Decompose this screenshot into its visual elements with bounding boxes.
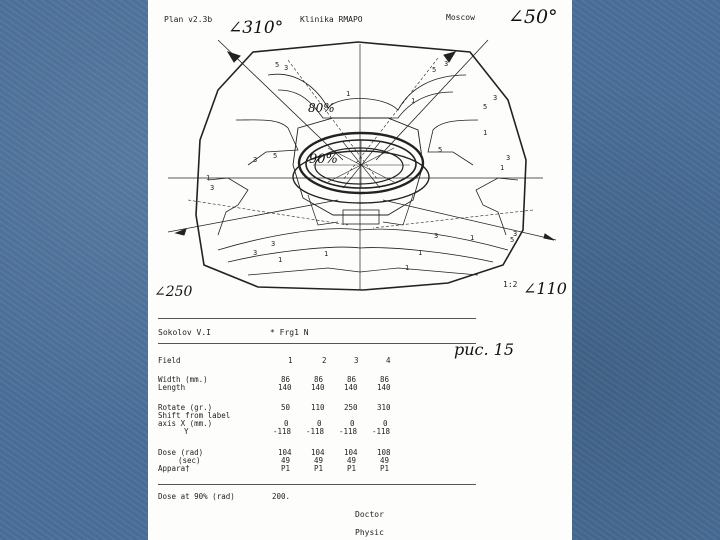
row-value: -118 xyxy=(372,427,391,436)
row-value: 0 xyxy=(383,419,388,428)
field-header-label: Field xyxy=(158,356,181,365)
row-value: -118 xyxy=(339,427,358,436)
row-value: 86 xyxy=(380,375,390,384)
dose-90-label: Dose at 90% (rad) xyxy=(158,492,235,501)
svg-text:1: 1 xyxy=(470,234,475,242)
row-value: 140 xyxy=(278,383,292,392)
field-parameters-table xyxy=(148,0,572,540)
dose-90-value: 200. xyxy=(272,492,291,501)
row-value: 104 xyxy=(344,448,358,457)
row-value: 0 xyxy=(284,419,289,428)
patient-fragment: * Frg1 N xyxy=(270,328,309,337)
row-value: 86 xyxy=(281,375,291,384)
row-value: 310 xyxy=(377,403,391,412)
row-label: Appara† xyxy=(158,464,190,473)
svg-text:3: 3 xyxy=(210,184,215,192)
svg-text:1: 1 xyxy=(483,129,488,137)
svg-text:1: 1 xyxy=(418,249,423,257)
doctor-signature-label: Doctor xyxy=(355,510,384,519)
row-value: 86 xyxy=(347,375,357,384)
treatment-plan-sheet xyxy=(148,0,572,540)
row-value: 104 xyxy=(278,448,292,457)
row-value: 49 xyxy=(281,456,291,465)
isodose-90-label: 90% xyxy=(309,152,338,167)
row-value: 86 xyxy=(314,375,324,384)
row-label: Length xyxy=(158,383,186,392)
scale-label: 1:2 xyxy=(503,280,518,289)
svg-text:3: 3 xyxy=(253,249,258,257)
svg-text:5: 5 xyxy=(273,152,278,160)
field-number: 2 xyxy=(322,356,327,365)
row-value: 0 xyxy=(317,419,322,428)
angle-label-110: ∠110 xyxy=(523,279,567,298)
svg-text:3: 3 xyxy=(444,60,449,68)
svg-text:3: 3 xyxy=(506,154,511,162)
svg-text:5: 5 xyxy=(510,236,515,244)
row-label: (sec) xyxy=(178,456,201,465)
isodose-80-label: 80% xyxy=(308,101,335,115)
row-value: 49 xyxy=(347,456,357,465)
field-number: 1 xyxy=(288,356,293,365)
row-value: 140 xyxy=(311,383,325,392)
svg-text:1: 1 xyxy=(405,264,410,272)
row-value: P1 xyxy=(281,464,291,473)
row-value: P1 xyxy=(380,464,390,473)
svg-text:3: 3 xyxy=(253,156,258,164)
svg-text:5: 5 xyxy=(483,103,488,111)
row-value: 50 xyxy=(281,403,291,412)
svg-text:3: 3 xyxy=(434,232,439,240)
svg-text:1: 1 xyxy=(500,164,505,172)
svg-text:5: 5 xyxy=(275,61,280,69)
svg-text:1: 1 xyxy=(346,90,351,98)
angle-label-50: ∠50° xyxy=(508,6,558,28)
row-value: -118 xyxy=(306,427,325,436)
row-value: 0 xyxy=(350,419,355,428)
row-value: 140 xyxy=(344,383,358,392)
svg-text:3: 3 xyxy=(493,94,498,102)
angle-label-310: ∠310° xyxy=(228,18,284,38)
physic-signature-label: Physic xyxy=(355,528,384,537)
svg-text:1: 1 xyxy=(411,97,416,105)
svg-text:3: 3 xyxy=(513,230,518,238)
field-number: 4 xyxy=(386,356,391,365)
svg-text:5: 5 xyxy=(432,66,437,74)
row-label: Dose (rad) xyxy=(158,448,204,457)
figure-label: рис. 15 xyxy=(454,340,515,359)
row-value: 49 xyxy=(380,456,390,465)
svg-text:5: 5 xyxy=(438,146,443,154)
row-label: Width (mm.) xyxy=(158,375,208,384)
city-name: Moscow xyxy=(446,13,475,22)
row-value: P1 xyxy=(314,464,324,473)
svg-text:1: 1 xyxy=(278,256,283,264)
row-value: 104 xyxy=(311,448,325,457)
row-label: Rotate (gr.) xyxy=(158,403,213,412)
row-value: 250 xyxy=(344,403,358,412)
row-value: 110 xyxy=(311,403,325,412)
clinic-name: Klinika RMAPO xyxy=(300,15,363,24)
program-name: Plan v2.3b xyxy=(164,15,213,24)
row-label: Shift from label xyxy=(158,411,231,420)
row-label: Y xyxy=(184,427,189,436)
row-value: P1 xyxy=(347,464,357,473)
svg-text:3: 3 xyxy=(284,64,289,72)
row-label: axis X (mm.) xyxy=(158,419,213,428)
field-number: 3 xyxy=(354,356,359,365)
svg-text:1: 1 xyxy=(324,250,329,258)
row-value: 49 xyxy=(314,456,324,465)
row-value: -118 xyxy=(273,427,292,436)
row-value: 108 xyxy=(377,448,391,457)
svg-text:1: 1 xyxy=(206,174,211,182)
row-value: 140 xyxy=(377,383,391,392)
svg-text:3: 3 xyxy=(271,240,276,248)
patient-name: Sokolov V.I xyxy=(158,328,211,337)
angle-label-250: ∠250 xyxy=(154,284,193,300)
